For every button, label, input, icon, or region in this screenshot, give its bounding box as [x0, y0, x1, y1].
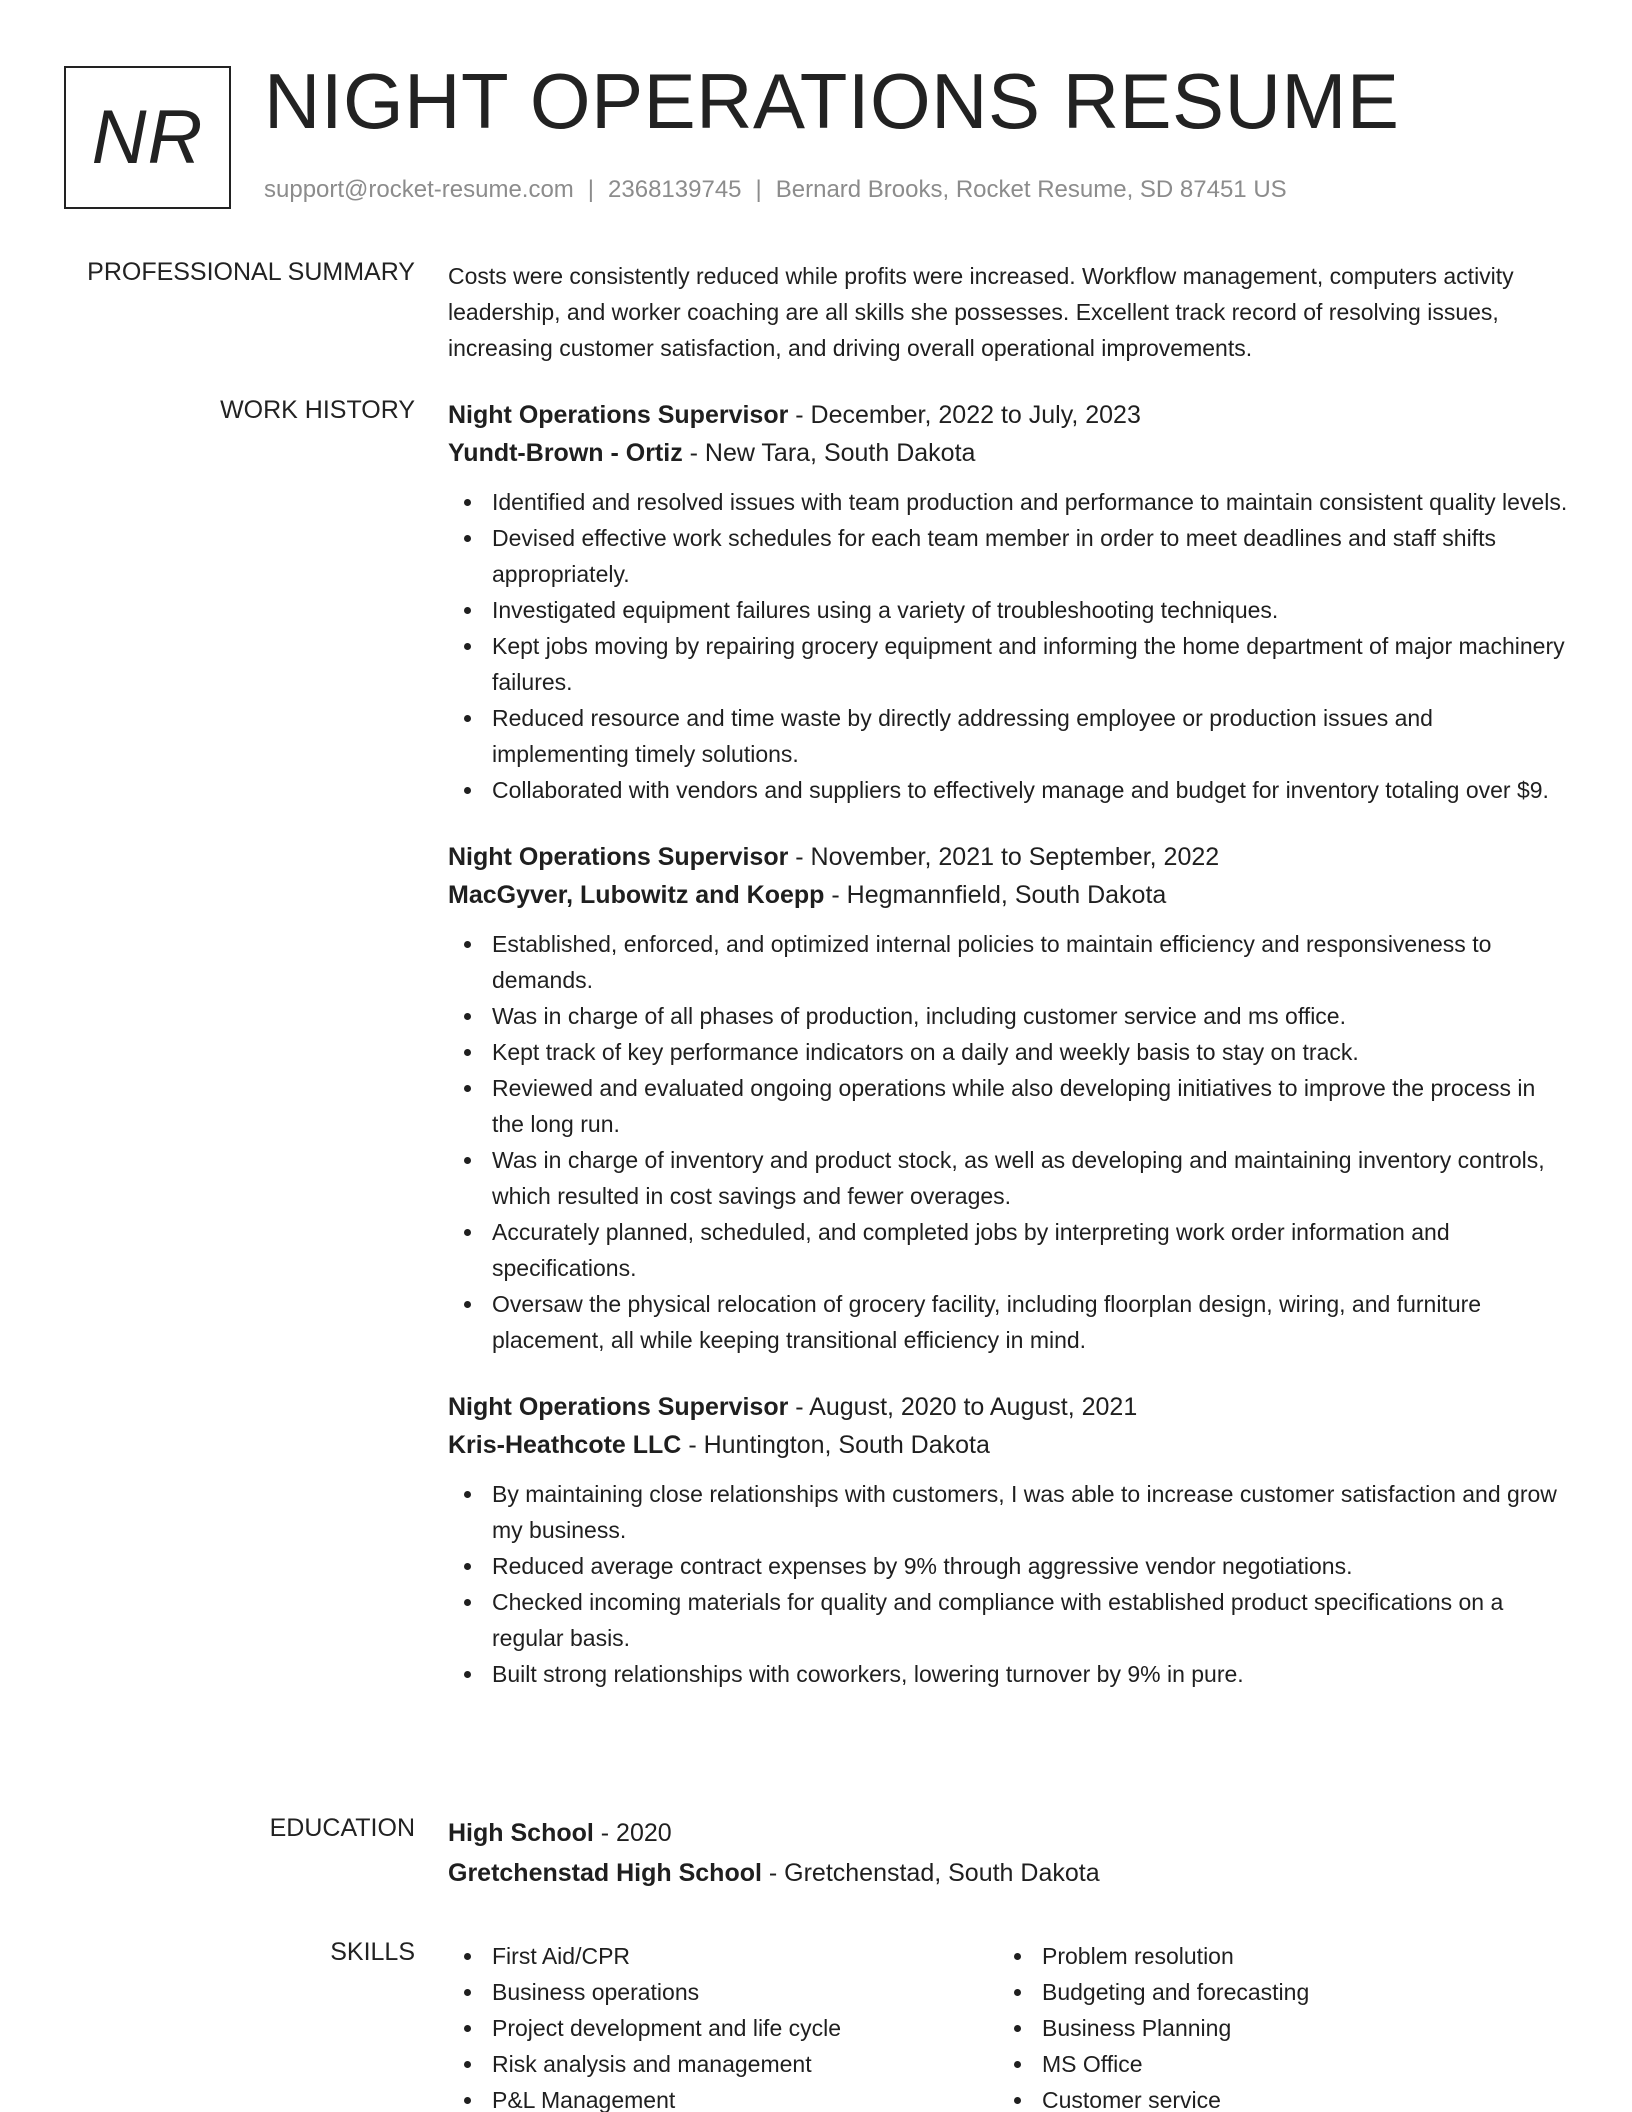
- job-dates: - August, 2020 to August, 2021: [788, 1393, 1138, 1421]
- job-location: - Huntington, South Dakota: [681, 1431, 990, 1459]
- section-label-summary: PROFESSIONAL SUMMARY: [87, 258, 415, 286]
- monogram-box: [64, 66, 231, 209]
- job-bullet: Was in charge of all phases of production, including customer service and ms office.: [448, 998, 1573, 1034]
- job-bullet: Kept jobs moving by repairing grocery equipment and informing the home department of major machinery failures.: [448, 628, 1573, 700]
- job-location: - Hegmannfield, South Dakota: [824, 881, 1167, 909]
- work-history-body: [448, 396, 1573, 1722]
- job-bullet: Built strong relationships with coworkers, lowering turnover by 9% in pure.: [448, 1656, 1573, 1692]
- section-label-education: EDUCATION: [269, 1814, 415, 1842]
- contact-line: [264, 176, 1287, 204]
- job-bullet-list: [448, 926, 1573, 1358]
- contact-email[interactable]: support@rocket-resume.com: [264, 176, 574, 203]
- job-bullet: Reduced resource and time waste by directly addressing employee or production issues and implementing timely solutions.: [448, 700, 1573, 772]
- resume-title: NIGHT OPERATIONS RESUME: [264, 57, 1400, 145]
- skills-columns: [448, 1938, 1573, 2112]
- job-title-line: [448, 396, 1573, 434]
- skill-item: Business Planning: [998, 2010, 1548, 2046]
- job-bullet-list: [448, 484, 1573, 808]
- skill-item: Budgeting and forecasting: [998, 1974, 1548, 2010]
- skill-item: First Aid/CPR: [448, 1938, 998, 1974]
- job-entry: [448, 396, 1573, 808]
- job-company: Kris-Heathcote LLC: [448, 1431, 682, 1459]
- education-degree-line: [448, 1814, 1573, 1852]
- job-company: MacGyver, Lubowitz and Koepp: [448, 881, 825, 909]
- skills-body: [448, 1938, 1573, 2112]
- summary-text: Costs were consistently reduced while profits were increased. Workflow management, computers activity leadership, and worker coaching are all skills she possesses. Excellent track record of resolving issues, increasing customer satisfaction, and driving overall operational improvements.: [448, 263, 1514, 361]
- job-dates: - November, 2021 to September, 2022: [788, 843, 1220, 871]
- job-bullet: Reviewed and evaluated ongoing operations while also developing initiatives to improve the process in the long run.: [448, 1070, 1573, 1142]
- skill-item: Business operations: [448, 1974, 998, 2010]
- monogram-initials: NR: [91, 95, 204, 180]
- job-bullet-list: [448, 1476, 1573, 1692]
- skill-item: Problem resolution: [998, 1938, 1548, 1974]
- job-bullet: Investigated equipment failures using a variety of troubleshooting techniques.: [448, 592, 1573, 628]
- job-bullet: Kept track of key performance indicators on a daily and weekly basis to stay on track.: [448, 1034, 1573, 1070]
- skill-item: Risk analysis and management: [448, 2046, 998, 2082]
- job-company-line: [448, 434, 1573, 472]
- job-bullet: Reduced average contract expenses by 9% through aggressive vendor negotiations.: [448, 1548, 1573, 1584]
- job-entry: [448, 838, 1573, 1358]
- job-company-line: [448, 1426, 1573, 1464]
- job-title-line: [448, 838, 1573, 876]
- contact-phone[interactable]: 2368139745: [608, 176, 742, 203]
- skills-list-left: [448, 1938, 998, 2112]
- job-bullet: Collaborated with vendors and suppliers to effectively manage and budget for inventory totaling over $9.: [448, 772, 1573, 808]
- education-year: - 2020: [593, 1819, 672, 1847]
- skills-list-right: [998, 1938, 1548, 2112]
- education-body: [448, 1814, 1573, 1892]
- job-title: Night Operations Supervisor: [448, 843, 789, 871]
- skill-item: Customer service: [998, 2082, 1548, 2112]
- contact-separator: |: [755, 176, 762, 203]
- job-company-line: [448, 876, 1573, 914]
- job-company: Yundt-Brown - Ortiz: [448, 439, 683, 467]
- contact-address: Bernard Brooks, Rocket Resume, SD 87451 US: [775, 176, 1287, 203]
- education-school: Gretchenstad High School: [448, 1859, 762, 1887]
- job-entry: [448, 1388, 1573, 1692]
- contact-separator: |: [587, 176, 595, 203]
- skill-item: Project development and life cycle: [448, 2010, 998, 2046]
- job-title-line: [448, 1388, 1573, 1426]
- job-location: - New Tara, South Dakota: [682, 439, 976, 467]
- job-bullet: Identified and resolved issues with team production and performance to maintain consistent quality levels.: [448, 484, 1573, 520]
- job-bullet: Checked incoming materials for quality and compliance with established product specifications on a regular basis.: [448, 1584, 1573, 1656]
- skill-item: P&L Management: [448, 2082, 998, 2112]
- job-bullet: Established, enforced, and optimized internal policies to maintain efficiency and responsiveness to demands.: [448, 926, 1573, 998]
- job-bullet: Was in charge of inventory and product stock, as well as developing and maintaining inventory controls, which resulted in cost savings and fewer overages.: [448, 1142, 1573, 1214]
- education-school-line: [448, 1854, 1573, 1892]
- job-bullet: Devised effective work schedules for each team member in order to meet deadlines and staff shifts appropriately.: [448, 520, 1573, 592]
- education-location: - Gretchenstad, South Dakota: [761, 1859, 1100, 1887]
- job-bullet: By maintaining close relationships with customers, I was able to increase customer satisfaction and grow my business.: [448, 1476, 1573, 1548]
- education-degree: High School: [448, 1819, 594, 1847]
- job-title: Night Operations Supervisor: [448, 401, 789, 429]
- job-title: Night Operations Supervisor: [448, 1393, 789, 1421]
- job-bullet: Oversaw the physical relocation of grocery facility, including floorplan design, wiring, and furniture placement, all while keeping transitional efficiency in mind.: [448, 1286, 1573, 1358]
- section-label-skills: SKILLS: [330, 1938, 415, 1966]
- job-bullet: Accurately planned, scheduled, and completed jobs by interpreting work order information and specifications.: [448, 1214, 1573, 1286]
- section-label-work-history: WORK HISTORY: [220, 396, 415, 424]
- skill-item: MS Office: [998, 2046, 1548, 2082]
- job-dates: - December, 2022 to July, 2023: [788, 401, 1141, 429]
